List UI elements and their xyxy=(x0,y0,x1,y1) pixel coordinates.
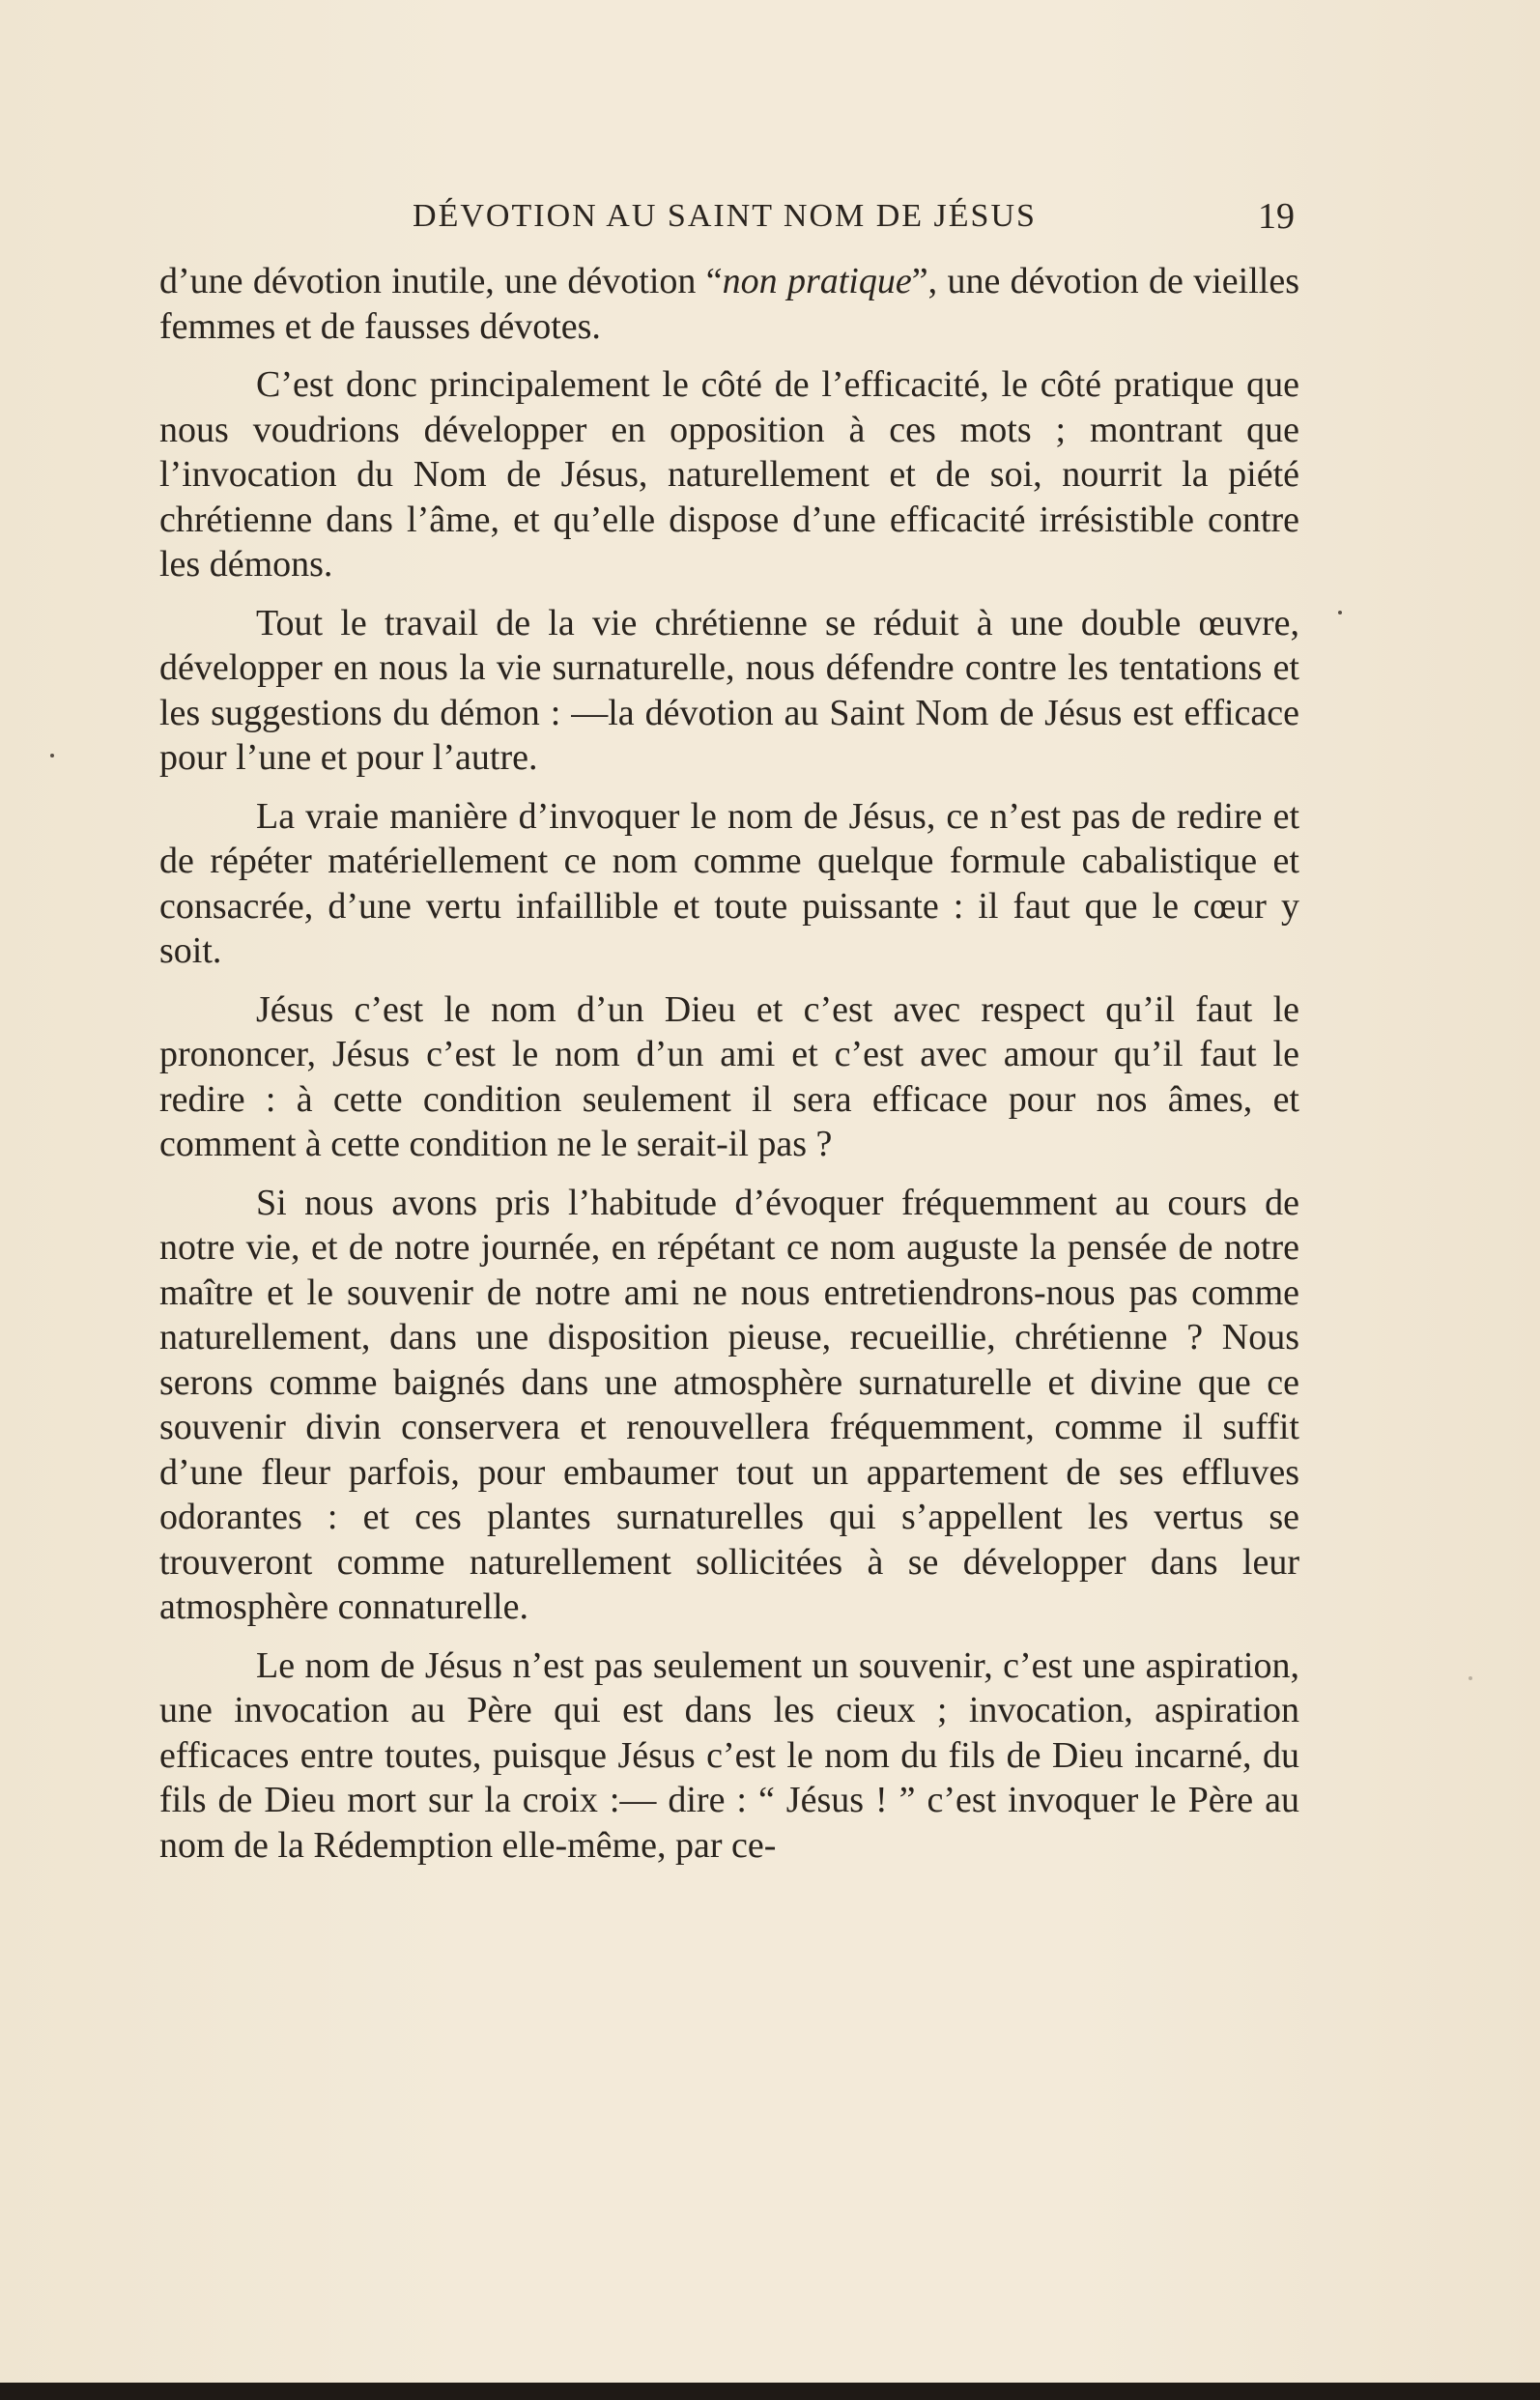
paper-speck xyxy=(1469,1676,1472,1680)
scan-edge-bar xyxy=(0,2383,1540,2400)
paragraph-1-italic: non pratique xyxy=(722,261,912,301)
paper-speck xyxy=(1338,611,1342,614)
paragraph-3: Tout le travail de la vie chrétienne se réduit à une double œuvre, développer en nous la vie surnaturelle, nous défendre contre les tentations et les suggestions du démon : —la dévotion au Saint Nom de Jésus est efficace pour l’une et pour l’autre. xyxy=(159,602,1299,778)
page-number: 19 xyxy=(1258,196,1295,237)
page-header xyxy=(155,193,1295,240)
paragraph-2: C’est donc principalement le côté de l’efficacité, le côté pratique que nous voudrions développer en opposition à ces mots ; montrant que l’invocation du Nom de Jésus, naturellement et de soi, nourrit la piété chrétienne dans l’âme, et qu’elle dispose d’une efficacité irrésistible contre les démons. xyxy=(159,364,1299,585)
paper-speck xyxy=(50,754,54,757)
paragraph-5: Jésus c’est le nom d’un Dieu et c’est avec respect qu’il faut le prononcer, Jésus c’est le nom d’un ami et c’est avec amour qu’il faut le redire : à cette condition seulement il sera efficace pour nos âmes, et comment à cette condition ne le serait-il pas ? xyxy=(159,988,1299,1164)
paragraph-7: Le nom de Jésus n’est pas seulement un souvenir, c’est une aspiration, une invocation au Père qui est dans les cieux ; invocation, aspiration efficaces entre toutes, puisque Jésus c’est le nom du fils de Dieu incarné, du fils de Dieu mort sur la croix :— dire : “ Jésus ! ” c’est invoquer le Père au nom de la Rédemption elle-même, par ce- xyxy=(159,1644,1299,1866)
paragraph-6: Si nous avons pris l’habitude d’évoquer fréquemment au cours de notre vie, et de notre journée, en répétant ce nom auguste la pensée de notre maître et le souvenir de notre ami ne nous entretiendrons-nous pas comme naturellement, dans une disposition pieuse, recueillie, chrétienne ? Nous serons comme baignés dans une atmosphère surnaturelle et divine que ce souvenir divin conservera et renouvellera fréquemment, comme il suffit d’une fleur parfois, pour embaumer tout un appartement de ses effluves odorantes : et ces plantes surnaturelles qui s’appellent les vertus se trouveront comme naturellement sollicitées à se développer dans leur atmosphère connaturelle. xyxy=(159,1182,1299,1627)
body-text xyxy=(159,259,1299,1881)
paragraph-1-before: d’une dévotion inutile, une dévotion “ xyxy=(159,261,723,301)
paragraph-1-after: ”, une dévotion de vieilles femmes et de fausses dévotes. xyxy=(159,261,1299,347)
paragraph-1 xyxy=(159,259,1299,349)
paragraph-4: La vraie manière d’invoquer le nom de Jésus, ce n’est pas de redire et de répéter matériellement ce nom comme quelque formule cabalistique et consacrée, d’une vertu infaillible et toute puissante : il faut que le cœur y soit. xyxy=(159,795,1299,971)
running-head: DÉVOTION AU SAINT NOM DE JÉSUS xyxy=(413,198,1037,234)
